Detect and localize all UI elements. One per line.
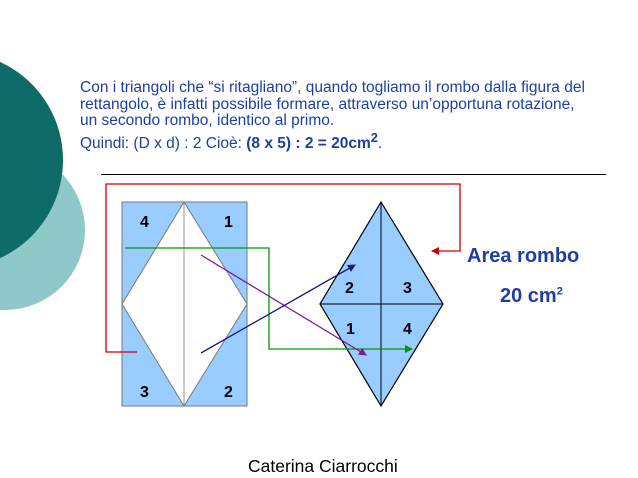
rect-label-top-left: 4	[140, 214, 149, 231]
rhombus-label-lower-right: 4	[403, 321, 412, 338]
area-label: Area rombo	[467, 245, 580, 267]
rect-label-bottom-right: 2	[224, 384, 233, 401]
rect-label-bottom-left: 3	[140, 384, 149, 401]
paragraph-line-1: Con i triangoli che “si ritagliano”, quando togliamo il rombo dalla figura del	[80, 79, 585, 96]
rect-label-top-right: 1	[224, 214, 233, 231]
area-exponent: 2	[556, 285, 563, 298]
paragraph-line-2: rettangolo, è infatti possibile formare, attraverso un’opportuna rotazione,	[80, 95, 575, 113]
formula-exponent: 2	[370, 129, 378, 145]
rhombus-label-lower-left: 1	[346, 321, 355, 338]
rhombus-label-upper-right: 3	[403, 280, 412, 297]
area-number: 20 cm	[500, 285, 557, 307]
rhombus-label-upper-left: 2	[345, 280, 354, 297]
rectangle-figure	[122, 202, 247, 406]
formula-prefix: Quindi: (D x d) : 2 Cioè:	[80, 134, 247, 152]
formula-end: .	[377, 134, 383, 152]
area-value	[500, 285, 563, 308]
author-name: Caterina Ciarrocchi	[248, 456, 398, 476]
rhombus-figure	[320, 202, 443, 406]
paragraph-line-3: un secondo rombo, identico al primo.	[80, 112, 335, 129]
formula-expression: (8 x 5) : 2 = 20cm	[246, 134, 371, 152]
